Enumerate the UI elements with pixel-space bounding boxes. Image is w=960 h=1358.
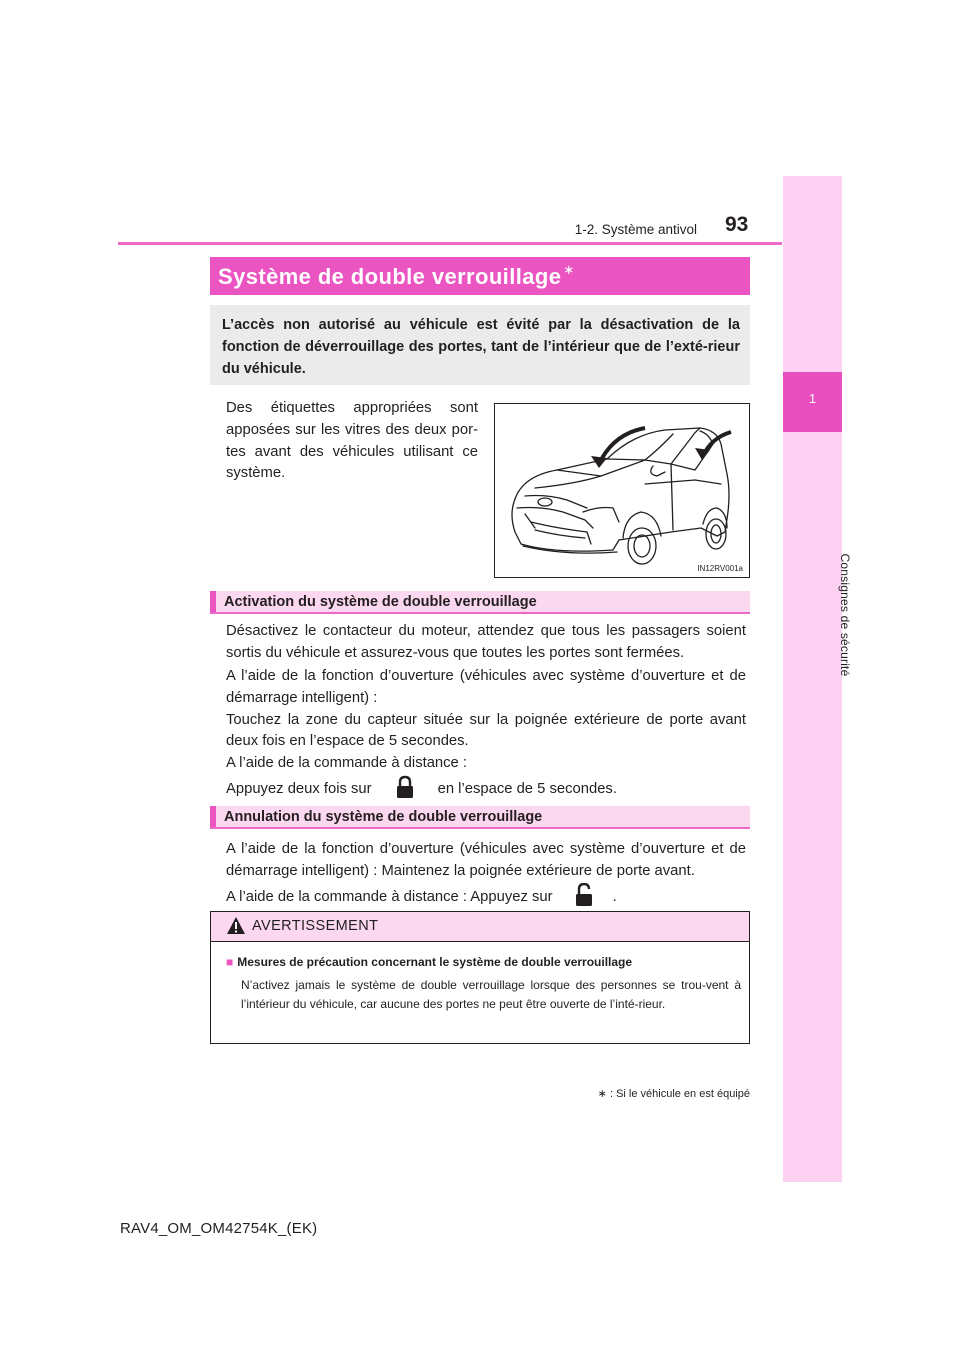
- activation-instructions: [226, 666, 746, 801]
- intro-text: L’accès non autorisé au véhicule est évité par la désactivation de la fonction de déverrouillage des portes, tant de l’intérieur que de l’exté-rieur du véhicule.: [222, 317, 740, 377]
- footnote-marker: ∗: [597, 1088, 607, 1100]
- chapter-title: Consignes de sécurité: [838, 553, 852, 677]
- header-rule: [118, 242, 782, 245]
- warning-subtitle: ■ Mesures de précaution concernant le système de double verrouillage: [226, 955, 633, 969]
- page-title: Système de double verrouillage ∗: [218, 262, 575, 289]
- cancellation-line-smart-key: A l’aide de la fonction d’ouverture (véhicules avec système d’ouverture et de démarrage intelligent) : Maintenez la poignée extérieure de porte avant.: [226, 841, 746, 879]
- cancellation-line-remote: A l’aide de la commande à distance : Appuyez sur .: [226, 883, 746, 909]
- warning-text: N’activez jamais le système de double verrouillage lorsque des personnes se trou-vent à l’intérieur du véhicule, car aucune des portes ne peut être ouverte de l’inté-rieur.: [241, 978, 741, 1011]
- warning-triangle-icon: [226, 916, 246, 935]
- activation-line-remote: A l’aide de la commande à distance :: [226, 755, 468, 772]
- labels-paragraph: Des étiquettes appropriées sont apposées sur les vitres des deux por-tes avant des véhicules utilisant ce système.: [226, 400, 478, 482]
- equipment-marker: ∗: [563, 262, 575, 277]
- chapter-number: 1: [808, 391, 817, 406]
- section-title: 1-2. Système antivol: [574, 222, 697, 237]
- footnote: ∗ : Si le véhicule en est équipé: [597, 1088, 750, 1100]
- cancellation-heading-rule: [210, 827, 750, 829]
- activation-heading-rule: [210, 612, 750, 614]
- square-bullet-icon: ■: [226, 955, 234, 969]
- car-illustration-icon: [495, 404, 750, 578]
- warning-title: AVERTISSEMENT: [252, 918, 379, 934]
- lock-icon: [394, 775, 416, 799]
- car-illustration: [494, 403, 750, 578]
- document-id: RAV4_OM_OM42754K_(EK): [120, 1220, 318, 1237]
- activation-paragraph: Désactivez le contacteur du moteur, attendez que tous les passagers soient sortis du véhicule et assurez-vous que toutes les portes sont fermées.: [226, 623, 746, 661]
- activation-line-press: Appuyez deux fois sur en l’espace de 5 secondes.: [226, 775, 746, 801]
- page-number: 93: [725, 213, 749, 236]
- cancellation-instructions: [226, 839, 746, 908]
- activation-heading: Activation du système de double verrouillage: [224, 594, 537, 610]
- activation-line-smart-key: A l’aide de la fonction d’ouverture (véhicules avec système d’ouverture et de démarrage intelligent) :: [226, 668, 746, 706]
- figure-label: IN12RV001a: [697, 564, 743, 573]
- cancellation-heading: Annulation du système de double verrouillage: [224, 809, 543, 825]
- unlock-icon: [573, 883, 595, 907]
- cancellation-heading-bar: [210, 806, 216, 829]
- activation-heading-bar: [210, 591, 216, 614]
- chapter-side-strip: [783, 176, 842, 1182]
- activation-line-touch: Touchez la zone du capteur située sur la poignée extérieure de porte avant deux fois en l’espace de 5 secondes.: [226, 711, 746, 750]
